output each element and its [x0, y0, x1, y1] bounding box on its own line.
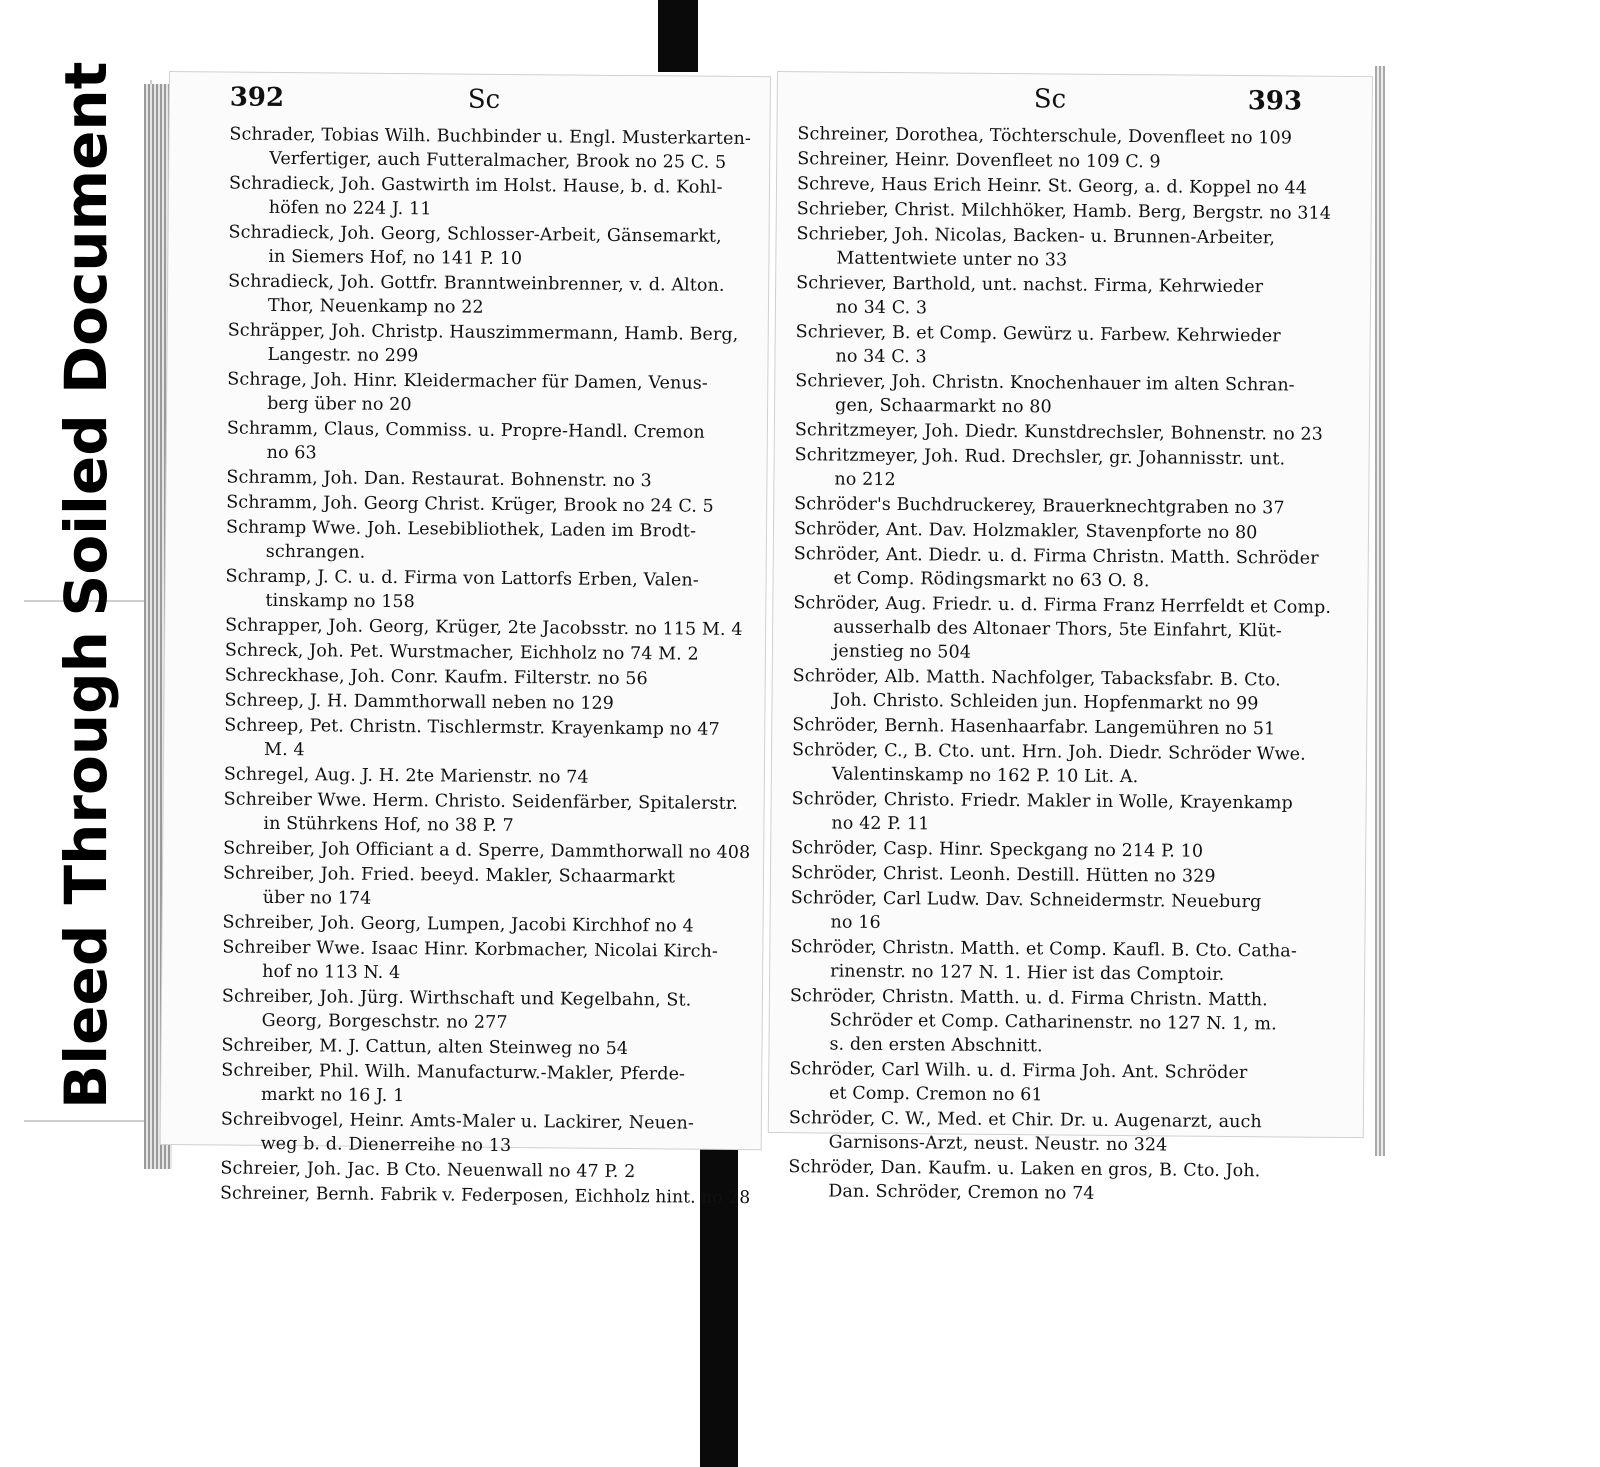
- entry-line: Schreiber Wwe. Isaac Hinr. Korbmacher, Nicolai Kirch-: [222, 937, 719, 962]
- directory-entry: [228, 221, 758, 274]
- bleed-through-label: Bleed Through: [52, 631, 120, 1109]
- soiled-document-label: Soiled Document: [52, 61, 120, 617]
- entry-line: Schröder, C. W., Med. et Chir. Dr. u. Augenarzt, auch: [788, 1108, 1262, 1133]
- entry-line: Schreve, Haus Erich Heinr. St. Georg, a. d. Koppel no 44: [796, 174, 1308, 199]
- directory-entry: [227, 319, 757, 372]
- directory-entry: [229, 172, 759, 225]
- directory-entry: [225, 614, 755, 643]
- entry-line: Schreiber, Joh. Fried. beeyd. Makler, Schaarmarkt: [222, 863, 676, 888]
- soiled-document-stamp: [22, 61, 150, 617]
- directory-entry: [796, 271, 1362, 324]
- directory-entry: [788, 1155, 1354, 1208]
- film-strip-top: [658, 0, 698, 72]
- entry-line: Schrieber, Joh. Nicolas, Backen- u. Brunnen-Arbeiter,: [796, 224, 1276, 249]
- entry-line: Schriever, B. et Comp. Gewürz u. Farbew. Kehrwieder: [795, 322, 1281, 347]
- entry-continuation-line: no 42 P. 11: [831, 813, 930, 835]
- entry-continuation-line: gen, Schaarmarkt no 80: [835, 395, 1052, 418]
- entry-continuation-line: no 34 C. 3: [835, 346, 927, 368]
- page-number: 393: [1247, 86, 1303, 117]
- entry-line: Schröder, Christ. Leonh. Destill. Hütten no 329: [790, 863, 1216, 887]
- entry-continuation-line: Dan. Schröder, Cremon no 74: [828, 1181, 1095, 1204]
- entry-line: Schröder's Buchdruckerey, Brauerknechtgraben no 37: [794, 494, 1285, 519]
- entry-line: Schröder, Alb. Matth. Nachfolger, Tabacksfabr. B. Cto.: [792, 666, 1281, 691]
- entry-line: Schregel, Aug. J. H. 2te Marienstr. no 74: [223, 764, 589, 788]
- entry-continuation-line: markt no 16 J. 1: [260, 1084, 405, 1107]
- directory-entry: [791, 836, 1357, 865]
- directory-entry: [795, 418, 1361, 447]
- directory-entry: [226, 466, 756, 495]
- entry-continuation-line: Garnisons-Arzt, neust. Neustr. no 324: [828, 1132, 1168, 1156]
- entry-line: Schräpper, Joh. Christp. Hauszimmermann, Hamb. Berg,: [227, 320, 739, 345]
- directory-entry: [794, 517, 1360, 546]
- entry-continuation-line: no 16: [830, 912, 881, 933]
- directory-entry: [223, 836, 753, 865]
- directory-entry: [793, 542, 1359, 595]
- entry-line: Schradieck, Joh. Gastwirth im Holst. Hause, b. d. Kohl-: [228, 173, 723, 198]
- page-number: 392: [229, 82, 285, 113]
- directory-entry: [792, 664, 1358, 717]
- entry-continuation-line: über no 174: [262, 887, 372, 909]
- directory-entry: [225, 664, 755, 693]
- entry-line: Schröder, Casp. Hinr. Speckgang no 214 P. 10: [791, 838, 1204, 862]
- entry-continuation-line: höfen no 224 J. 11: [268, 197, 432, 220]
- entry-continuation-line: Joh. Christo. Schleiden jun. Hopfenmarkt no 99: [832, 690, 1259, 715]
- entry-line: Schröder, Dan. Kaufm. u. Laken en gros, B. Cto. Joh.: [788, 1157, 1261, 1182]
- entry-line: Schröder, Carl Ludw. Dav. Schneidermstr. Neueburg: [790, 888, 1262, 913]
- directory-entry: [790, 935, 1356, 988]
- entry-continuation-line: berg über no 20: [267, 393, 412, 416]
- right-page-edges: [1375, 66, 1385, 1156]
- entry-line: Schrieber, Christ. Milchhöker, Hamb. Berg, Bergstr. no 314: [796, 199, 1332, 224]
- running-head: Sc: [467, 84, 501, 115]
- directory-entry: [224, 762, 754, 791]
- entry-line: Schröder, Carl Wilh. u. d. Firma Joh. Ant. Schröder: [789, 1059, 1248, 1084]
- entry-continuation-line: Valentinskamp no 162 P. 10 Lit. A.: [831, 764, 1139, 788]
- entry-line: Schreep, J. H. Dammthorwall neben no 129: [224, 690, 615, 714]
- entry-continuation-line: rinenstr. no 127 N. 1. Hier ist das Comptoir.: [830, 961, 1225, 985]
- entry-continuation-line: ausserhalb des Altonaer Thors, 5te Einfahrt, Klüt-: [833, 617, 1282, 642]
- entry-continuation-line: et Comp. Cremon no 61: [829, 1083, 1043, 1106]
- entry-line: Schröder, Christn. Matth. et Comp. Kaufl. B. Cto. Catha-: [790, 937, 1297, 962]
- left-page-header: [170, 72, 770, 127]
- entry-line: Schreiner, Dorothea, Töchterschule, Dovenfleet no 109: [797, 124, 1293, 149]
- entry-continuation-line: Verfertiger, auch Futteralmacher, Brook no 25 C. 5: [269, 148, 727, 173]
- entry-line: Schramm, Claus, Commiss. u. Propre-Handl. Cremon: [226, 418, 705, 443]
- entry-continuation-line: schrangen.: [265, 541, 366, 563]
- entry-continuation-line: in Stührkens Hof, no 38 P. 7: [263, 813, 514, 837]
- entry-continuation-line: Langestr. no 299: [267, 344, 419, 367]
- directory-entry: [222, 935, 752, 988]
- directory-entry: [791, 861, 1357, 890]
- entry-line: Schrage, Joh. Hinr. Kleidermacher für Damen, Venus-: [227, 369, 708, 394]
- left-page: [161, 72, 770, 1209]
- directory-entry: [792, 738, 1358, 791]
- directory-entry: [789, 1106, 1355, 1159]
- entry-line: Schröder, Bernh. Hasenhaarfabr. Langemühren no 51: [792, 715, 1276, 740]
- directory-entry: [791, 787, 1357, 840]
- entry-continuation-line: Mattentwiete unter no 33: [836, 248, 1068, 271]
- entry-line: Schriever, Joh. Christn. Knochenhauer im alten Schran-: [795, 371, 1295, 396]
- entry-line: Schramm, Joh. Georg Christ. Krüger, Brook no 24 C. 5: [226, 492, 714, 517]
- directory-entry: [794, 492, 1360, 521]
- entry-continuation-line: s. den ersten Abschnitt.: [829, 1034, 1043, 1057]
- entry-continuation-line: in Siemers Hof, no 141 P. 10: [268, 246, 523, 270]
- directory-entry: [221, 1033, 751, 1062]
- entry-line: Schramm, Joh. Dan. Restaurat. Bohnenstr. no 3: [226, 467, 652, 492]
- entry-line: Schröder, Ant. Diedr. u. d. Firma Christn. Matth. Schröder: [793, 544, 1319, 569]
- directory-entry: [795, 320, 1361, 373]
- directory-entry: [793, 591, 1360, 668]
- directory-entry: [227, 417, 757, 470]
- entry-line: Schritzmeyer, Joh. Diedr. Kunstdrechsler, Bohnenstr. no 23: [794, 420, 1324, 445]
- entry-line: Schröder, C., B. Cto. unt. Hrn. Joh. Diedr. Schröder Wwe.: [791, 740, 1306, 765]
- directory-entry: [221, 1058, 751, 1111]
- entry-line: Schreck, Joh. Pet. Wurstmacher, Eichholz no 74 M. 2: [224, 640, 699, 665]
- directory-entry: [797, 197, 1363, 226]
- entry-line: Schrader, Tobias Wilh. Buchbinder u. Engl. Musterkarten-: [229, 124, 752, 150]
- entry-line: Schreiber, Phil. Wilh. Manufacturw.-Makler, Pferde-: [221, 1060, 686, 1085]
- entry-continuation-line: tinskamp no 158: [265, 590, 416, 613]
- directory-entry: [223, 861, 753, 914]
- right-page: [769, 72, 1372, 1204]
- entry-continuation-line: weg b. d. Dienerreihe no 13: [260, 1133, 512, 1157]
- entry-line: Schreier, Joh. Jac. B Cto. Neuenwall no 47 P. 2: [220, 1158, 636, 1183]
- entry-continuation-line: Schröder et Comp. Catharinenstr. no 127 N. 1, m.: [829, 1010, 1277, 1035]
- directory-entry: [796, 222, 1362, 275]
- entry-continuation-line: jenstieg no 504: [832, 641, 972, 663]
- entry-continuation-line: M. 4: [264, 739, 305, 761]
- directory-entry: [792, 713, 1358, 742]
- entry-line: Schreiner, Bernh. Fabrik v. Federposen, Eichholz hint. no 28: [220, 1183, 751, 1209]
- entry-line: Schreiber, M. J. Cattun, alten Steinweg no 54: [221, 1035, 629, 1060]
- entry-line: Schritzmeyer, Joh. Rud. Drechsler, gr. Johannisstr. unt.: [794, 445, 1286, 470]
- entry-line: Schreckhase, Joh. Conr. Kaufm. Filterstr. no 56: [224, 665, 648, 690]
- directory-entry: [222, 984, 752, 1037]
- directory-entry: [225, 565, 755, 618]
- entry-line: Schröder, Christo. Friedr. Makler in Wolle, Krayenkamp: [791, 789, 1293, 814]
- directory-entry: [223, 787, 753, 840]
- directory-entry: [227, 368, 757, 421]
- directory-entry: [797, 147, 1363, 176]
- directory-entry: [222, 910, 752, 939]
- entry-line: Schriever, Barthold, unt. nachst. Firma, Kehrwieder: [796, 273, 1264, 298]
- directory-entry: [794, 443, 1360, 496]
- entry-line: Schreiber, Joh. Jürg. Wirthschaft und Kegelbahn, St.: [221, 986, 692, 1011]
- right-page-header: [778, 72, 1372, 127]
- directory-entry: [795, 369, 1361, 422]
- entry-line: Schramp Wwe. Joh. Lesebibliothek, Laden im Brodt-: [225, 517, 697, 542]
- directory-entry: [228, 270, 758, 323]
- directory-entry: [221, 1107, 751, 1160]
- directory-entry: [797, 172, 1363, 201]
- directory-entry: [224, 713, 754, 766]
- entry-continuation-line: Georg, Borgeschstr. no 277: [261, 1010, 508, 1033]
- directory-entry: [220, 1181, 750, 1210]
- running-head: Sc: [1033, 84, 1067, 115]
- directory-entry: [220, 1156, 750, 1185]
- entry-continuation-line: Thor, Neuenkamp no 22: [267, 295, 484, 318]
- bleed-through-stamp: [22, 620, 150, 1120]
- directory-entry: [224, 689, 754, 718]
- directory-entry: [790, 886, 1356, 939]
- directory-entry: [226, 491, 756, 520]
- entry-continuation-line: no 212: [834, 469, 896, 491]
- entry-line: Schreiber, Joh. Georg, Lumpen, Jacobi Kirchhof no 4: [222, 912, 694, 937]
- entry-line: Schröder, Ant. Dav. Holzmakler, Stavenpforte no 80: [793, 519, 1258, 544]
- directory-entry: [226, 516, 756, 569]
- directory-entry: [797, 122, 1363, 151]
- entry-line: Schröder, Aug. Friedr. u. d. Firma Franz Herrfeldt et Comp.: [793, 593, 1332, 618]
- entry-line: Schreiber Wwe. Herm. Christo. Seidenfärber, Spitalerstr.: [223, 789, 739, 814]
- directory-entry: [225, 639, 755, 668]
- entry-line: Schreiber, Joh Officiant a d. Sperre, Dammthorwall no 408: [223, 838, 751, 864]
- directory-entry: [229, 123, 759, 176]
- directory-entry: [789, 1057, 1355, 1110]
- entry-line: Schreibvogel, Heinr. Amts-Maler u. Lackirer, Neuen-: [220, 1109, 694, 1134]
- entry-line: Schreiner, Heinr. Dovenfleet no 109 C. 9: [797, 149, 1161, 173]
- entry-line: Schramp, J. C. u. d. Firma von Lattorfs Erben, Valen-: [225, 566, 699, 591]
- entry-continuation-line: et Comp. Rödingsmarkt no 63 O. 8.: [833, 568, 1150, 592]
- entry-continuation-line: no 63: [266, 442, 317, 464]
- entry-line: Schradieck, Joh. Gottfr. Branntweinbrenner, v. d. Alton.: [228, 271, 725, 296]
- entry-line: Schradieck, Joh. Georg, Schlosser-Arbeit, Gänsemarkt,: [228, 222, 722, 247]
- entry-line: Schrapper, Joh. Georg, Krüger, 2te Jacobsstr. no 115 M. 4: [225, 615, 743, 641]
- entry-line: Schreep, Pet. Christn. Tischlermstr. Krayenkamp no 47: [224, 715, 720, 740]
- entry-continuation-line: hof no 113 N. 4: [262, 961, 401, 984]
- directory-entry: [789, 984, 1356, 1061]
- entry-continuation-line: no 34 C. 3: [835, 297, 928, 319]
- entry-line: Schröder, Christn. Matth. u. d. Firma Christn. Matth.: [789, 986, 1268, 1011]
